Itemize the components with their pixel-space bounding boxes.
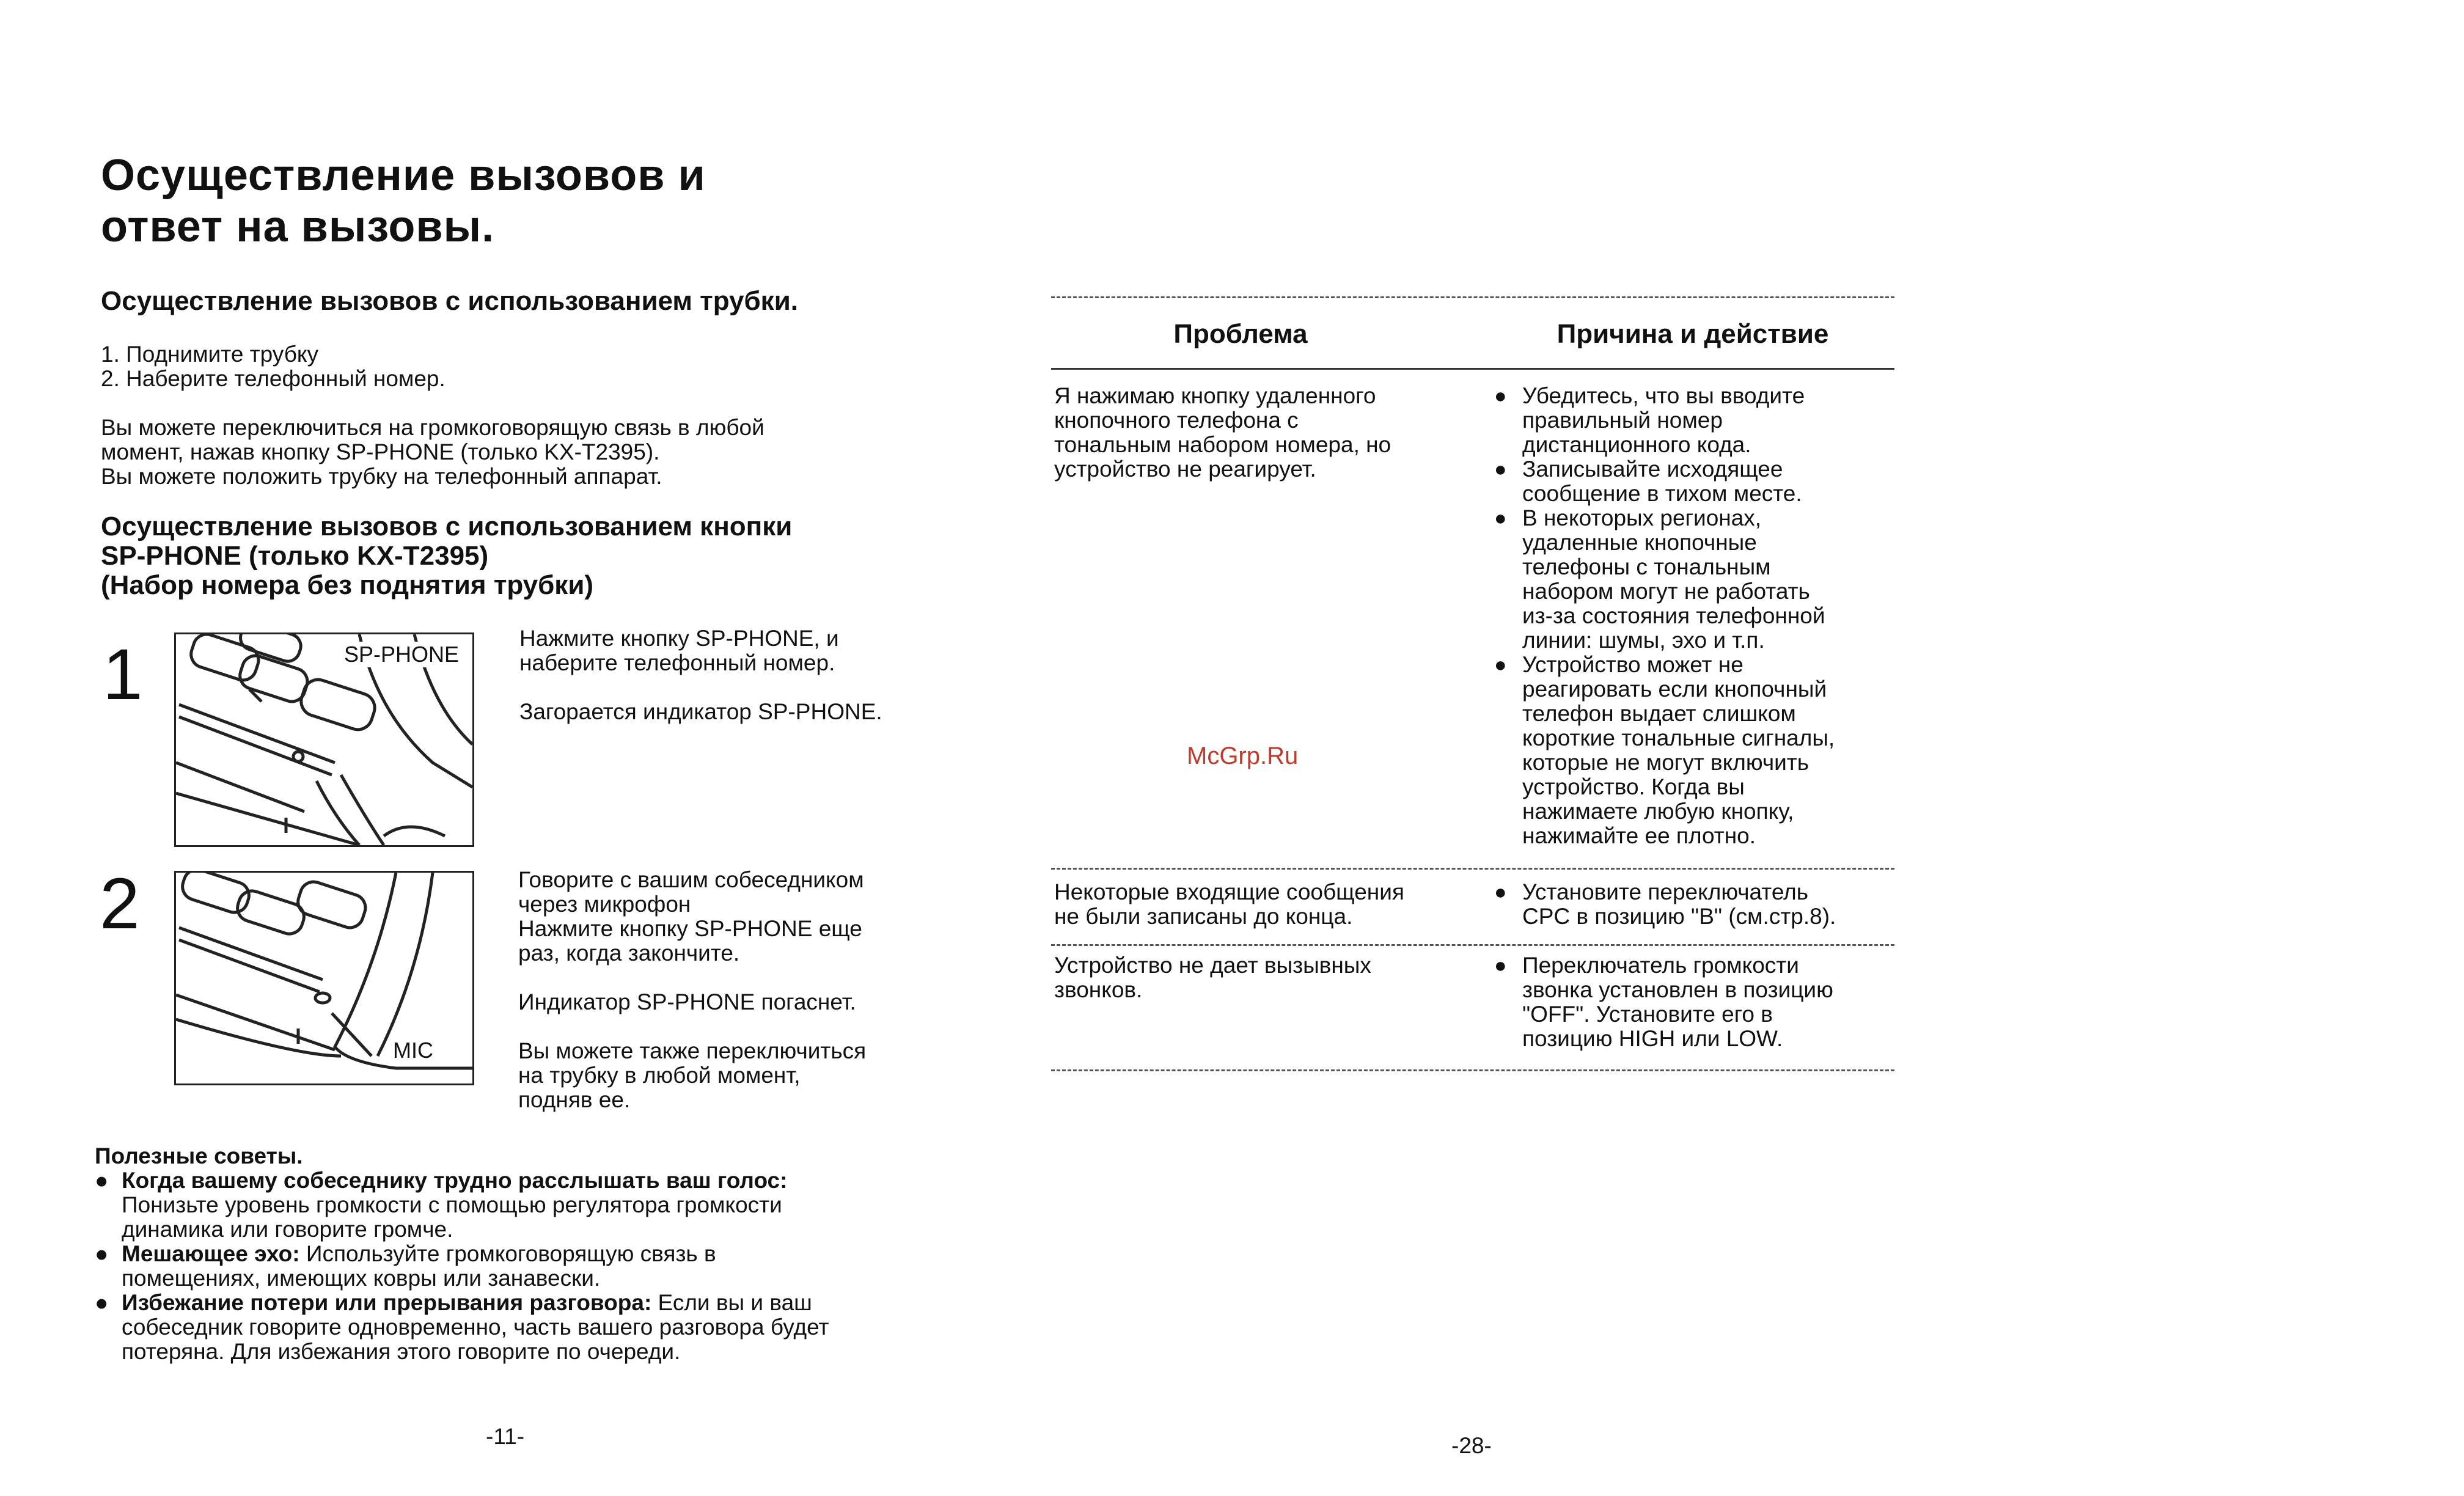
note-line: Вы можете переключиться на громкоговорящую связь в любой	[101, 415, 765, 440]
tip-first: Используйте громкоговорящую связь в	[299, 1241, 716, 1266]
action-line: нажимаете любую кнопку,	[1522, 799, 1794, 824]
tip-item	[95, 1168, 829, 1242]
col-header-cause: Причина и действие	[1557, 319, 1829, 349]
step1-text	[519, 626, 882, 724]
action-item	[1494, 880, 1836, 929]
problem-line: Устройство не дает вызывных	[1054, 953, 1371, 978]
bullet-icon: ●	[1494, 507, 1507, 530]
action-line: нажимайте ее плотно.	[1522, 823, 1756, 848]
action-line: В некоторых регионах,	[1522, 505, 1762, 530]
page-number-right: -28-	[1451, 1433, 1492, 1458]
tip-bold: Избежание потери или прерывания разговора:	[122, 1290, 652, 1315]
action-line: CPC в позицию "B" (см.стр.8).	[1522, 904, 1836, 929]
mic-label: MIC	[393, 1038, 433, 1063]
action-line: Устройство может не	[1522, 652, 1744, 677]
action-line: устройство. Когда вы	[1522, 774, 1745, 799]
problem-line: кнопочного телефона с	[1054, 408, 1299, 433]
action-line: удаленные кнопочные	[1522, 530, 1757, 555]
step2-line: раз, когда закончите.	[518, 941, 740, 966]
row2-problem	[1054, 880, 1404, 929]
table-bottom-rule	[1051, 1069, 1894, 1071]
row3-problem	[1054, 953, 1371, 1002]
row1-actions	[1494, 384, 1835, 848]
useful-tips	[95, 1144, 829, 1364]
bullet-icon: ●	[1494, 881, 1507, 904]
action-line: Записывайте исходящее	[1522, 457, 1783, 482]
action-line: Установите переключатель	[1522, 879, 1809, 904]
row1-problem	[1054, 384, 1391, 482]
action-line: сообщение в тихом месте.	[1522, 481, 1802, 506]
tip-line: Понизьте уровень громкости с помощью регулятора громкости	[122, 1192, 782, 1217]
action-line: реагировать если кнопочный	[1522, 676, 1827, 702]
tip-line: потеряна. Для избежания этого говорите по очереди.	[122, 1339, 681, 1364]
step-number-1: 1	[103, 634, 143, 715]
action-item	[1494, 506, 1835, 653]
row3-actions	[1494, 953, 1833, 1051]
header-rule	[1051, 368, 1894, 370]
problem-line: Я нажимаю кнопку удаленного	[1054, 383, 1376, 408]
step2-line: Говорите с вашим собеседником	[518, 867, 864, 892]
action-line: "OFF". Установите его в	[1522, 1002, 1773, 1027]
step2-indicator-note: Индикатор SP-PHONE погаснет.	[518, 989, 856, 1014]
tip-bold: Мешающее эхо:	[122, 1241, 300, 1266]
bullet-icon: ●	[1494, 954, 1507, 977]
problem-line: тональным набором номера, но	[1054, 432, 1392, 457]
action-item	[1494, 653, 1835, 848]
step2-line: через микрофон	[518, 892, 691, 917]
step2-illustration	[174, 871, 474, 1085]
bullet-icon: ●	[95, 1290, 109, 1315]
tip-line: динамика или говорите громче.	[122, 1217, 453, 1242]
action-line: короткие тональные сигналы,	[1522, 725, 1835, 750]
tip-bold: Когда вашему собеседнику трудно расслышать ваш голос:	[122, 1168, 788, 1193]
action-line: правильный номер	[1522, 408, 1723, 433]
step-number-2: 2	[100, 864, 140, 944]
watermark: McGrp.Ru	[1187, 743, 1299, 769]
action-line: позицию HIGH или LOW.	[1522, 1026, 1783, 1051]
handset-steps-list	[101, 342, 446, 391]
action-line: которые не могут включить	[1522, 750, 1809, 775]
row-divider	[1051, 868, 1894, 870]
title-line: Осуществление вызовов и	[101, 151, 706, 200]
tip-line: помещениях, имеющих ковры или занавески.	[122, 1266, 601, 1291]
problem-line: не были записаны до конца.	[1054, 904, 1353, 929]
note-line: Вы можете положить трубку на телефонный аппарат.	[101, 464, 662, 489]
action-line: звонка установлен в позицию	[1522, 977, 1833, 1002]
bullet-icon: ●	[1494, 384, 1507, 408]
table-top-rule	[1051, 296, 1894, 298]
step2-switch-note-line: подняв ее.	[518, 1087, 631, 1112]
step2-text	[518, 868, 866, 1112]
step2-switch-note-line: Вы можете также переключиться	[518, 1038, 867, 1063]
list-item: 1. Поднимите трубку	[101, 342, 318, 367]
step2-switch-note-line: на трубку в любой момент,	[518, 1063, 801, 1088]
note-line: момент, нажав кнопку SP-PHONE (только KX-T2395).	[101, 439, 660, 464]
handset-note	[101, 416, 765, 489]
step2-line: Нажмите кнопку SP-PHONE еще	[518, 916, 862, 941]
action-line: телефоны с тональным	[1522, 554, 1771, 579]
sp-phone-label: SP-PHONE	[344, 642, 460, 667]
section-heading-spphone	[101, 512, 792, 600]
action-line: Переключатель громкости	[1522, 953, 1799, 978]
action-line: набором могут не работать	[1522, 579, 1810, 604]
row2-actions	[1494, 880, 1836, 929]
row-divider	[1051, 944, 1894, 946]
action-line: из-за состояния телефонной	[1522, 603, 1825, 628]
list-item: 2. Наберите телефонный номер.	[101, 366, 446, 391]
heading-line: Осуществление вызовов с использованием кнопки	[101, 512, 793, 541]
heading-line: (Набор номера без поднятия трубки)	[101, 570, 594, 600]
problem-line: Некоторые входящие сообщения	[1054, 879, 1404, 904]
action-item	[1494, 953, 1833, 1051]
action-line: Убедитесь, что вы вводите	[1522, 383, 1805, 408]
page-number-left: -11-	[486, 1424, 525, 1449]
step1-illustration	[174, 632, 474, 847]
section-heading-handset: Осуществление вызовов с использованием трубки.	[101, 286, 798, 316]
problem-line: устройство не реагирует.	[1054, 457, 1316, 482]
step1-line: Нажмите кнопку SP-PHONE, и	[519, 626, 839, 651]
action-item	[1494, 384, 1835, 457]
page-title	[101, 150, 706, 252]
tip-item	[95, 1291, 829, 1364]
bullet-icon: ●	[95, 1168, 109, 1193]
action-line: дистанционного кода.	[1522, 432, 1751, 457]
action-item	[1494, 457, 1835, 506]
tip-line: собеседник говорите одновременно, часть вашего разговора будет	[122, 1314, 829, 1340]
tips-heading: Полезные советы.	[95, 1143, 303, 1168]
action-line: линии: шумы, эхо и т.п.	[1522, 628, 1765, 653]
bullet-icon: ●	[1494, 653, 1507, 676]
bullet-icon: ●	[95, 1241, 109, 1266]
step1-line: наберите телефонный номер.	[519, 650, 835, 675]
col-header-problem: Проблема	[1173, 319, 1308, 349]
bullet-icon: ●	[1494, 458, 1507, 481]
heading-line: SP-PHONE (только KX-T2395)	[101, 541, 489, 571]
problem-line: звонков.	[1054, 977, 1143, 1002]
action-line: телефон выдает слишком	[1522, 701, 1796, 726]
tip-first: Если вы и ваш	[651, 1290, 812, 1315]
title-line: ответ на вызовы.	[101, 202, 495, 251]
step1-indicator-note: Загорается индикатор SP-PHONE.	[519, 699, 882, 724]
tip-item	[95, 1242, 829, 1291]
